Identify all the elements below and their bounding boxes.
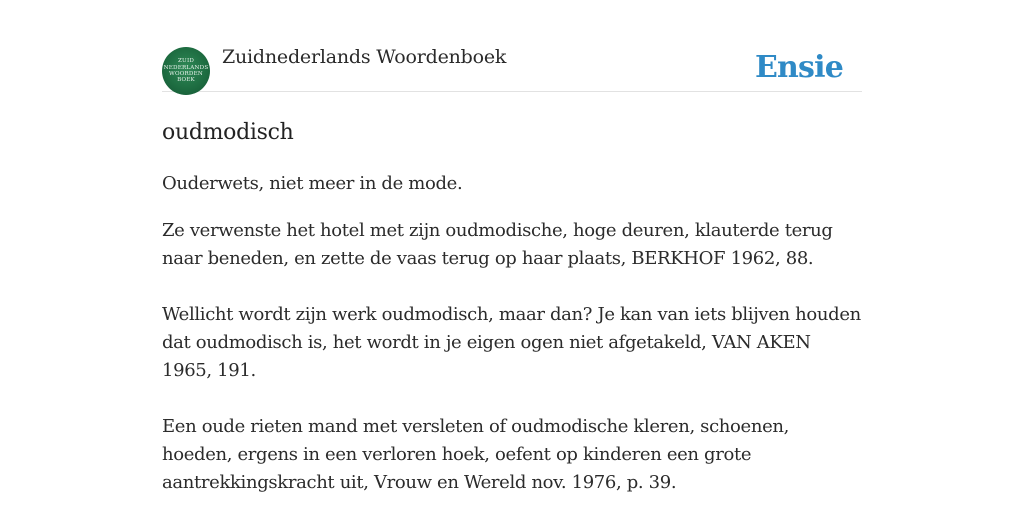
dictionary-logo[interactable] bbox=[162, 47, 210, 95]
quotation-list bbox=[162, 217, 862, 497]
logo-line: BOEK bbox=[177, 77, 195, 84]
brand-logo[interactable]: Ensie bbox=[754, 50, 843, 85]
logo-line: ZUID bbox=[177, 58, 195, 65]
quotation: Wellicht wordt zijn werk oudmodisch, maar dan? Je kan van iets blijven houden dat oudmodisch is, het wordt in je eigen ogen niet afgetakeld, VAN AKEN 1965, 191. bbox=[162, 304, 861, 381]
logo-line: NEDERLANDS bbox=[163, 64, 209, 71]
entry-card bbox=[162, 40, 862, 512]
logo-line: WOORDEN bbox=[169, 71, 203, 77]
definition: Ouderwets, niet meer in de mode. bbox=[162, 173, 463, 194]
dictionary-title[interactable]: Zuidnederlands Woordenboek bbox=[222, 46, 507, 68]
header bbox=[162, 40, 862, 92]
headword: oudmodisch bbox=[162, 120, 294, 145]
quotation: Een oude rieten mand met versleten of oudmodische kleren, schoenen, hoeden, ergens in een verloren hoek, oefent op kinderen een grote aantrekkingskracht uit, Vrouw en Wereld nov. 1976, p. 39. bbox=[162, 416, 789, 493]
quotation: Ze verwenste het hotel met zijn oudmodische, hoge deuren, klauterde terug naar beneden, en zette de vaas terug op haar plaats, BERKHOF 1962, 88. bbox=[162, 220, 833, 269]
